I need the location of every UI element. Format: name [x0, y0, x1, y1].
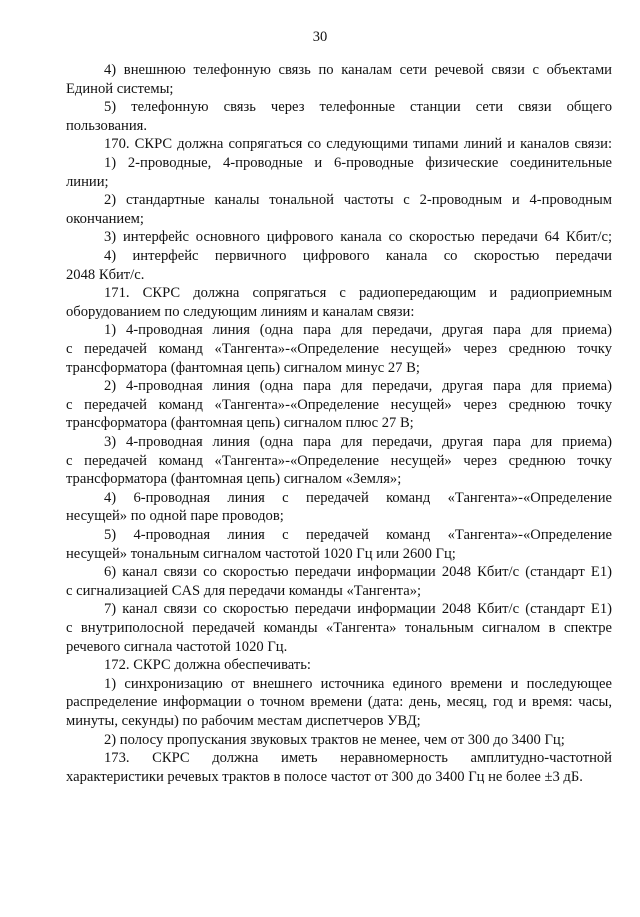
text-line: линии; — [66, 173, 109, 190]
text-line: речевого сигнала частотой 1020 Гц. — [66, 638, 288, 655]
text-line: трансформатора (фантомная цепь) сигналом плюс 27 В; — [66, 415, 414, 432]
text-line: окончанием; — [66, 210, 144, 227]
text-line: 4) 6-проводная линия с передачей команд «Тангента»-«Определение — [104, 489, 612, 506]
text-line: 3) 4-проводная линия (одна пара для передачи, другая пара для приема) — [104, 434, 612, 450]
text-line: с передачей команд «Тангента»-«Определение несущей» через среднюю точку — [66, 396, 612, 413]
text-line: с передачей команд «Тангента»-«Определение несущей» через среднюю точку — [66, 341, 612, 357]
text-line: минуты, секунды) по рабочим местам диспетчеров УВД; — [66, 713, 421, 729]
text-line: 5) телефонную связь через телефонные станции сети связи общего — [104, 99, 612, 116]
text-line: с сигнализацией CAS для передачи команды «Тангента»; — [66, 582, 422, 599]
text-line: 172. СКРС должна обеспечивать: — [104, 657, 311, 674]
text-line: 2048 Кбит/с. — [66, 266, 145, 283]
text-line: с внутриполосной передачей команды «Тангента» тональным сигналом в спектре — [66, 620, 612, 636]
text-line: 173. СКРС должна иметь неравномерность амплитудно-частотной — [104, 750, 612, 767]
text-line: оборудованием по следующим линиям и каналам связи: — [66, 303, 415, 320]
text-line: несущей» тональным сигналом частотой 1020 Гц или 2600 Гц; — [66, 545, 456, 562]
text-line: 1) 2-проводные, 4-проводные и 6-проводные физические соединительные — [104, 155, 612, 171]
text-line: 2) 4-проводная линия (одна пара для передачи, другая пара для приема) — [104, 378, 612, 395]
text-line: распределение информации о точном времени (дата: день, месяц, год и время: часы, — [66, 694, 612, 711]
text-line: трансформатора (фантомная цепь) сигналом минус 27 В; — [66, 359, 420, 376]
text-line: трансформатора (фантомная цепь) сигналом «Земля»; — [66, 471, 402, 488]
text-line: 5) 4-проводная линия с передачей команд «Тангента»-«Определение — [104, 527, 612, 543]
text-line: характеристики речевых трактов в полосе частот от 300 до 3400 Гц не более ±3 дБ. — [66, 768, 583, 785]
text-line: с передачей команд «Тангента»-«Определение несущей» через среднюю точку — [66, 452, 612, 469]
text-line: 2) полосу пропускания звуковых трактов не менее, чем от 300 до 3400 Гц; — [104, 731, 565, 748]
text-line: 6) канал связи со скоростью передачи информации 2048 Кбит/с (стандарт Е1) — [104, 564, 612, 581]
text-line: 4) интерфейс первичного цифрового канала со скоростью передачи — [104, 248, 612, 264]
text-line: Единой системы; — [66, 80, 174, 97]
text-line: 1) синхронизацию от внешнего источника единого времени и последующее — [104, 675, 612, 692]
page-number: 30 — [312, 29, 328, 45]
text-line: 171. СКРС должна сопрягаться с радиопередающим и радиоприемным — [104, 285, 612, 302]
text-line: несущей» по одной паре проводов; — [66, 508, 284, 525]
text-line: пользования. — [66, 117, 147, 134]
text-line: 2) стандартные каналы тональной частоты с 2-проводным и 4-проводным — [104, 192, 612, 209]
text-line: 1) 4-проводная линия (одна пара для передачи, другая пара для приема) — [104, 322, 612, 339]
text-line: 7) канал связи со скоростью передачи информации 2048 Кбит/с (стандарт Е1) — [104, 601, 612, 618]
text-line: 4) внешнюю телефонную связь по каналам сети речевой связи с объектами — [104, 62, 612, 78]
text-line: 3) интерфейс основного цифрового канала со скоростью передачи 64 Кбит/с; — [104, 229, 612, 246]
text-line: 170. СКРС должна сопрягаться со следующими типами линий и каналов связи: — [104, 136, 612, 153]
